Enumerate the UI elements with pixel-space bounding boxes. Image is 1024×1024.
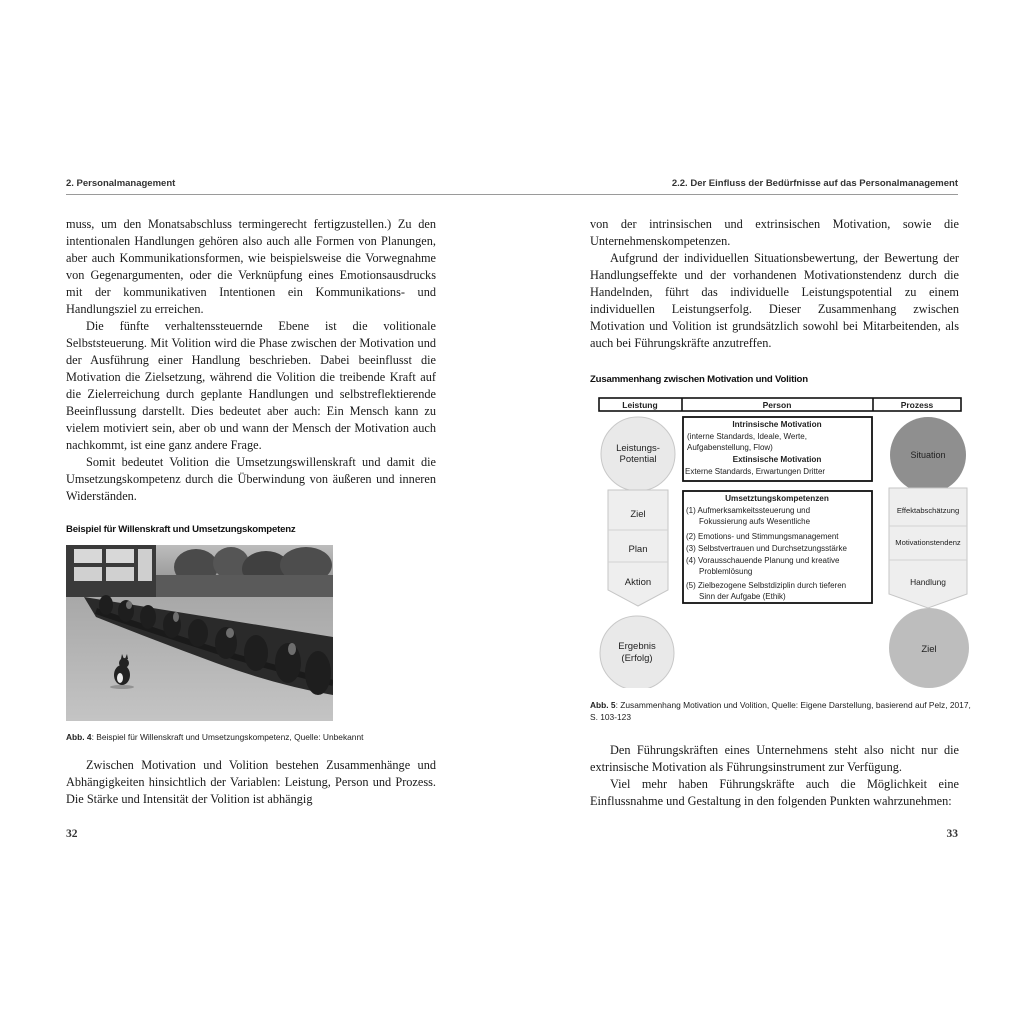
- circle-label: Ergebnis: [618, 641, 656, 652]
- paragraph: muss, um den Monatsabschluss termingerecht fertigzustellen.) Zu den intentionalen Handlungen gehören also auch alle Formen von Planungen, aber auch Kommunikationsformen, wie beispielsweise die Vorwegnahme von Gegenargumenten, oder die Verknüpfung eines Emotionsausdrucks mit der kommunikativen Intentionen ein Kommunikations- und Handlungsziel zu erreichen.: [66, 217, 436, 316]
- body-text-left-bottom: [66, 757, 436, 808]
- body-text-left-top: [66, 216, 436, 505]
- process-step-motivationstendenz: Motivationstendenz: [895, 538, 961, 547]
- circle-label: Ziel: [921, 644, 937, 655]
- header-row: [599, 398, 961, 411]
- paragraph: Zwischen Motivation und Volition bestehen Zusammenhänge und Abhängigkeiten hinsichtlich der Variablen: Leistung, Person und Prozess. Die Stärke und Intensität der Volition ist abhängig: [66, 758, 436, 806]
- section-heading: Beispiel für Willenskraft und Umsetzungskompetenz: [66, 524, 296, 535]
- paragraph: Viel mehr haben Führungskräfte auch die Möglichkeit eine Einflussnahme und Gestaltung in den folgenden Punkten wahrzunehmen:: [590, 777, 959, 808]
- section-heading: Zusammenhang zwischen Motivation und Volition: [590, 374, 808, 385]
- header-rule-right: [512, 194, 958, 195]
- process-step-handlung: Handlung: [910, 577, 946, 587]
- paragraph: Die fünfte verhaltenssteuernde Ebene ist die volitionale Selbststeuerung. Mit Volition wird die Phase zwischen der Motivation und der Ausführung einer Handlung beschrieben. Dabei beeinflusst die Motivation die Zielsetzung, während die Volition die treibende Kraft auf die Zielerreichung durch geplante Handlungen und selbstreflektierende Beeinflussung darstellt. Dies bedeutet aber auch: Ein Mensch kann zu vielem motiviert sein, aber ob und wann der Mensch der Motivation auch nachkommt, ist eine ganz andere Frage.: [66, 319, 436, 452]
- competence-line: (4) Vorausschauende Planung und kreative: [686, 556, 840, 565]
- process-step-ziel: Ziel: [630, 509, 646, 520]
- process-step-effektabschaetzung: Effektabschätzung: [896, 506, 960, 515]
- figure-4-caption: [66, 731, 446, 743]
- figure-5-diagram: [590, 396, 972, 688]
- circle-label: Leistungs-: [616, 443, 660, 454]
- circle-label: Situation: [910, 450, 946, 460]
- ergebnis-circle: [600, 616, 674, 688]
- column-header-prozess: Prozess: [900, 400, 934, 410]
- competence-line: (1) Aufmerksamkeitssteuerung und: [686, 506, 811, 515]
- competence-line: (3) Selbstvertrauen und Durchsetzungsstärke: [686, 544, 847, 553]
- intrinsic-title: Intrinsische Motivation: [732, 420, 822, 429]
- competence-line: Fokussierung aufs Wesentliche: [699, 517, 811, 526]
- competence-line: (2) Emotions- und Stimmungsmanagement: [686, 532, 839, 541]
- header-rule-left: [66, 194, 512, 195]
- page-number-right: 33: [946, 828, 958, 840]
- page-number-left: 32: [66, 828, 78, 840]
- running-head-left: 2. Personalmanagement: [66, 178, 176, 189]
- process-step-plan: Plan: [628, 544, 648, 555]
- paragraph: Aufgrund der individuellen Situationsbewertung, der Bewertung der Handlungseffekte und der vorhandenen Motivationstendenz durch die Handelnden, führt das individuelle Leistungspotential zu einem individuellen Leistungserfolg. Dieser Zusammenhang zwischen Motivation und Volition ist grundsätzlich sowohl bei Mitarbeitenden, als auch bei Führungskräfte anzutreffen.: [590, 251, 959, 350]
- extrinsic-title: Extinsische Motivation: [732, 455, 822, 464]
- body-text-right-bottom: [590, 742, 959, 810]
- figure-4-photo: [66, 545, 333, 721]
- competence-line: Problemlösung: [699, 567, 753, 576]
- caption-text: : Beispiel für Willenskraft und Umsetzungskompetenz, Quelle: Unbekannt: [91, 732, 364, 742]
- competence-title: Umsetztungskompetenzen: [725, 494, 829, 503]
- column-header-leistung: Leistung: [622, 400, 658, 410]
- intrinsic-line: Aufgabenstellung, Flow): [687, 443, 773, 452]
- intrinsic-line: (interne Standards, Ideale, Werte,: [687, 432, 807, 441]
- column-header-person: Person: [762, 400, 792, 410]
- competence-line: (5) Zielbezogene Selbstdiziplin durch tieferen: [686, 581, 847, 590]
- extrinsic-line: Externe Standards, Erwartungen Dritter: [685, 467, 826, 476]
- body-text-right-top: [590, 216, 959, 352]
- paragraph: von der intrinsischen und extrinsischen Motivation, sowie die Unternehmenskompetenzen.: [590, 217, 959, 248]
- paragraph: Den Führungskräften eines Unternehmens steht also nicht nur die extrinsische Motivation als Führungsinstrument zur Verfügung.: [590, 743, 959, 774]
- circle-label: Potential: [619, 454, 657, 465]
- right-page: [512, 0, 1024, 1024]
- caption-text: : Zusammenhang Motivation und Volition, Quelle: Eigene Darstellung, basierend auf Pelz, 2017, S. 103-123: [590, 700, 971, 722]
- process-step-aktion: Aktion: [624, 577, 652, 588]
- circle-label: (Erfolg): [621, 653, 653, 664]
- caption-label: Abb. 4: [66, 732, 92, 742]
- running-head-right: 2.2. Der Einfluss der Bedürfnisse auf das Personalmanagement: [671, 178, 958, 189]
- paragraph: Somit bedeutet Volition die Umsetzungswillenskraft und damit die Umsetzungskompetenz durch die Überwindung von äußeren und inneren Widerständen.: [66, 455, 436, 503]
- caption-label: Abb. 5: [590, 700, 616, 710]
- competence-line: Sinn der Aufgabe (Ethik): [699, 592, 786, 601]
- figure-5-caption: [590, 699, 974, 723]
